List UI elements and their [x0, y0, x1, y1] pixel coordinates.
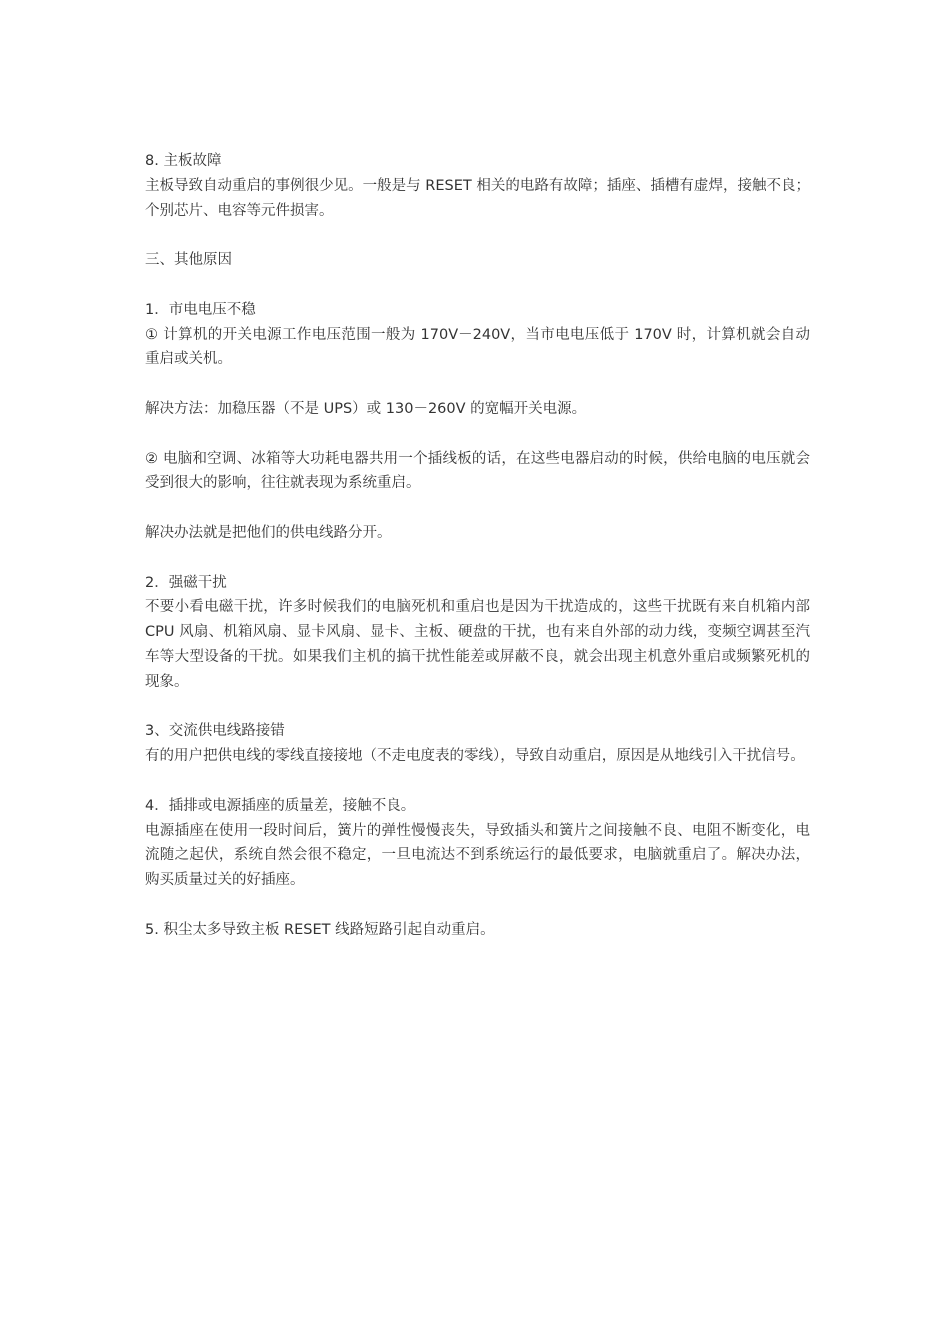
paragraph-mainboard-fault: 主板导致自动重启的事例很少见。一般是与 RESET 相关的电路有故障；插座、插槽有虚焊，接触不良；个别芯片、电容等元件损害。 [145, 177, 810, 219]
section-other-causes [145, 248, 810, 273]
heading-voltage-unstable: 1．市电电压不稳 [145, 301, 256, 318]
paragraph-separate-lines: 解决办法就是把他们的供电线路分开。 [145, 524, 392, 541]
section-voltage-unstable [145, 298, 810, 372]
section-power-socket [145, 794, 810, 893]
paragraph-voltage-solution: 解决方法：加稳压器（不是 UPS）或 130－260V 的宽幅开关电源。 [145, 400, 587, 417]
heading-ac-wiring: 3、交流供电线路接错 [145, 723, 285, 740]
section-shared-power-strip [145, 447, 810, 497]
paragraph-power-socket: 电源插座在使用一段时间后，簧片的弹性慢慢丧失，导致插头和簧片之间接触不良、电阻不断变化，电流随之起伏，系统自然会很不稳定，一旦电流达不到系统运行的最低要求，电脑就重启了。解决办法，购买质量过关的好插座。 [145, 822, 810, 889]
section-magnetic-interference [145, 571, 810, 695]
heading-other-causes: 三、其他原因 [145, 252, 232, 269]
paragraph-voltage-range: ① 计算机的开关电源工作电压范围一般为 170V－240V，当市电电压低于 170V 时，计算机就会自动重启或关机。 [145, 326, 810, 368]
section-ac-wiring [145, 719, 810, 769]
paragraph-shared-power-strip: ② 电脑和空调、冰箱等大功耗电器共用一个插线板的话，在这些电器启动的时候，供给电脑的电压就会受到很大的影响，往往就表现为系统重启。 [145, 450, 810, 492]
document-body [145, 149, 810, 967]
paragraph-ac-wiring: 有的用户把供电线的零线直接接地（不走电度表的零线），导致自动重启，原因是从地线引入干扰信号。 [145, 748, 805, 765]
paragraph-magnetic-interference: 不要小看电磁干扰，许多时候我们的电脑死机和重启也是因为干扰造成的，这些干扰既有来自机箱内部 CPU 风扇、机箱风扇、显卡风扇、显卡、主板、硬盘的干扰，也有来自外部的动力线，变频空调甚至汽车等大型设备的干扰。如果我们主机的搞干扰性能差或屏蔽不良，就会出现主机意外重启或频繁死机的现象。 [145, 599, 810, 690]
heading-power-socket: 4．插排或电源插座的质量差，接触不良。 [145, 797, 416, 814]
heading-magnetic-interference: 2．强磁干扰 [145, 574, 227, 591]
heading-mainboard-fault: 8. 主板故障 [145, 153, 222, 169]
heading-dust-reset: 5. 积尘太多导致主板 RESET 线路短路引起自动重启。 [145, 921, 495, 938]
section-mainboard-fault [145, 149, 810, 223]
section-voltage-solution [145, 397, 810, 422]
section-dust-reset [145, 918, 810, 943]
section-separate-lines [145, 521, 810, 546]
